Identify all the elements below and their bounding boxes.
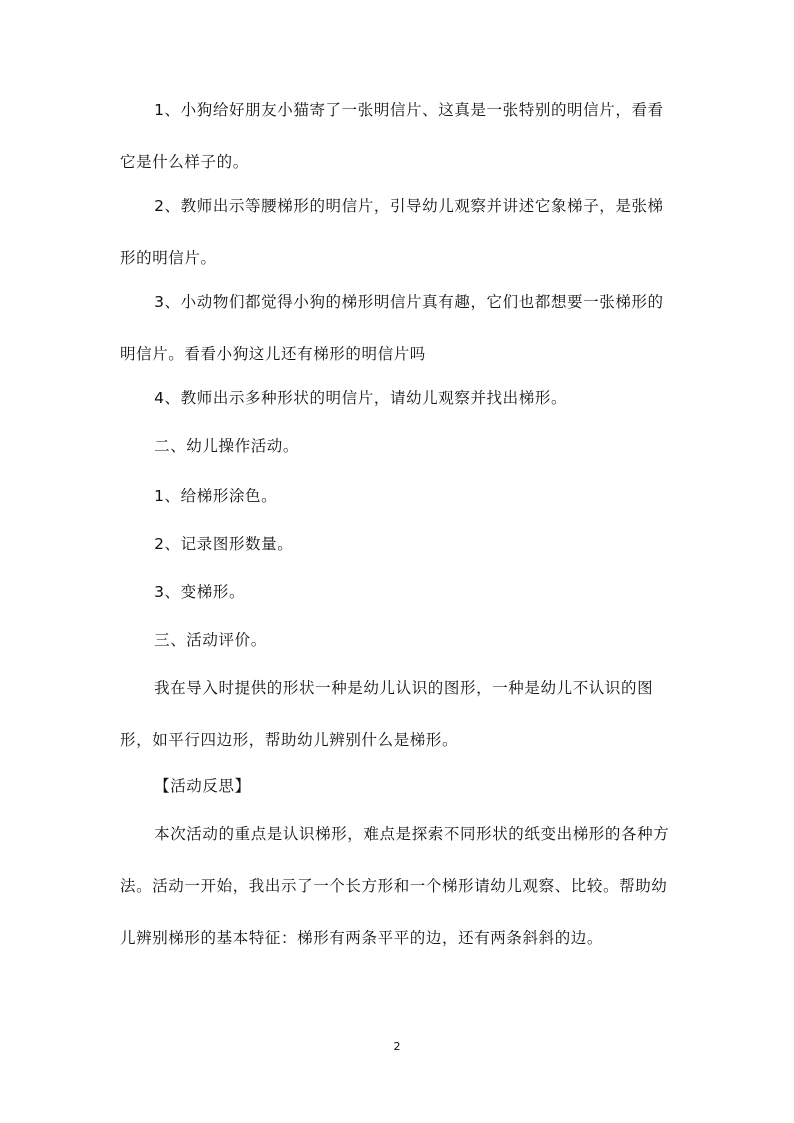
- list-item: 2、记录图形数量。: [154, 535, 294, 553]
- paragraph-2: 2、教师出示等腰梯形的明信片，引导幼儿观察并讲述它象梯子，是张梯形的明信片。: [120, 197, 664, 267]
- list-item: 3、变梯形。: [154, 583, 246, 601]
- paragraph-1: 1、小狗给好朋友小猫寄了一张明信片、这真是一张特别的明信片，看看它是什么样子的。: [120, 101, 664, 171]
- paragraph-3: 3、小动物们都觉得小狗的梯形明信片真有趣，它们也都想要一张梯形的明信片。看看小狗这儿还有梯形的明信片吗: [120, 293, 664, 363]
- paragraph-4: 4、教师出示多种形状的明信片，请幼儿观察并找出梯形。: [154, 389, 568, 407]
- paragraph-reflection: 本次活动的重点是认识梯形，难点是探索不同形状的纸变出梯形的各种方法。活动一开始，我出示了一个长方形和一个梯形请幼儿观察、比较。帮助幼儿辨别梯形的基本特征：梯形有两条平平的边，还有两条斜斜的边。: [120, 825, 670, 947]
- reflection-heading: 【活动反思】: [154, 777, 251, 795]
- page-number: 2: [393, 1040, 401, 1053]
- section-heading-2: 二、幼儿操作活动。: [154, 437, 299, 455]
- section-heading-3: 三、活动评价。: [154, 631, 267, 649]
- paragraph-evaluation: 我在导入时提供的形状一种是幼儿认识的图形，一种是幼儿不认识的图形，如平行四边形，帮助幼儿辨别什么是梯形。: [120, 679, 654, 749]
- list-item: 1、给梯形涂色。: [154, 487, 278, 505]
